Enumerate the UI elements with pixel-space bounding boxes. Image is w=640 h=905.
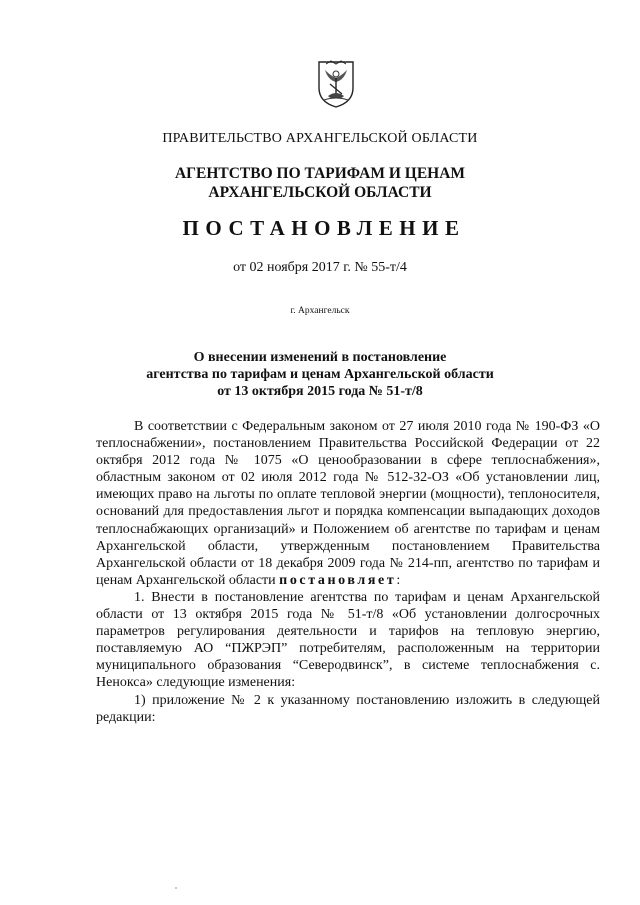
title-line1: О внесении изменений в постановление [193, 350, 447, 365]
document-title [0, 349, 640, 400]
government-name: ПРАВИТЕЛЬСТВО АРХАНГЕЛЬСКОЙ ОБЛАСТИ [162, 131, 478, 146]
preamble-colon: : [396, 572, 401, 588]
preamble-paragraph [96, 418, 600, 589]
resolves-word: постановляет [279, 572, 397, 588]
clause-1-paragraph: 1. Внести в постановление агентства по тарифам и ценам Архангельской области от 13 октября 2015 года № 51-т/8 «Об установлении долгосрочных параметров регулирования деятельности и тарифов на тепловую энергию, поставляемую АО “ПЖРЭП” потребителям, расположенным на территории муниципального образования “Северодвинск”, в системе теплоснабжения с. Ненокса» следующие изменения: [96, 589, 600, 691]
title-line3: от 13 октября 2015 года № 51-т/8 [217, 384, 423, 399]
clause-1-1-paragraph: 1) приложение № 2 к указанному постановлению изложить в следующей редакции: [96, 692, 600, 725]
coat-of-arms-icon [317, 60, 355, 108]
agency-name-line1: АГЕНТСТВО ПО ТАРИФАМ И ЦЕНАМ [174, 165, 466, 182]
preamble-text: В соответствии с Федеральным законом от 27 июля 2010 года № 190-ФЗ «О теплоснабжении», постановлением Правительства Российской Федерации от 22 октября 2012 года № 1075 «О ценообразовании в сфере теплоснабжения», областным законом от 02 июля 2012 года № 512-32-ОЗ «Об установлении лиц, имеющих право на льготы по оплате тепловой энергии (мощности), теплоносителя, оснований для предоставления льгот и порядка компенсации выпадающих доходов теплоснабжающих организаций» и Положением об агентстве по тарифам и ценам Архангельской области, утвержденным постановлением Правительства Архангельской области от 18 декабря 2009 года № 214-пп, агентство по тарифам и ценам Архангельской области [96, 419, 600, 588]
title-line2: агентства по тарифам и ценам Архангельской области [146, 367, 494, 382]
agency-name-line2: АРХАНГЕЛЬСКОЙ ОБЛАСТИ [208, 184, 432, 201]
place-of-issue: г. Архангельск [290, 306, 350, 316]
date-and-number: от 02 ноября 2017 г. № 55-т/4 [233, 260, 407, 275]
document-type: ПОСТАНОВЛЕНИЕ [182, 216, 466, 240]
agency-name [0, 164, 640, 202]
document-body [96, 418, 600, 726]
scan-speck [175, 887, 177, 889]
